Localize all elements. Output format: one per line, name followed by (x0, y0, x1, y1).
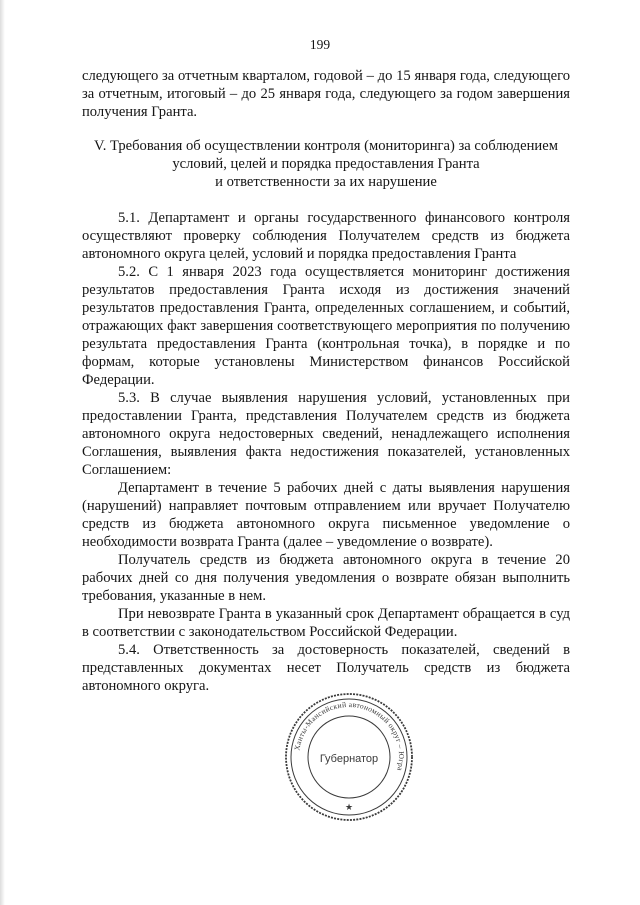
seal-graphic (282, 690, 416, 824)
paragraph-5-1: 5.1. Департамент и органы государственного финансового контроля осуществляют проверку соблюдения Получателем средств из бюджета автономного округа целей, условий и порядка предоставления Гранта (82, 210, 570, 262)
paragraph-5-3-notice: Департамент в течение 5 рабочих дней с даты выявления нарушения (нарушений) направляет почтовым отправлением или вручает Получателю средств из бюджета автономного округа письменное уведомление о необходимости возврата Гранта (далее – уведомление о возврате). (82, 480, 570, 550)
seal-center-text: Губернатор (319, 753, 379, 765)
intro-paragraph-block (82, 67, 570, 121)
section-body (82, 209, 570, 695)
paragraph-5-3-refund: Получатель средств из бюджета автономного округа в течение 20 рабочих дней со дня получения уведомления о возврате обязан выполнить требования, указанные в нем. (82, 552, 570, 604)
page-edge-shadow (0, 0, 5, 905)
page-number: 199 (309, 37, 331, 52)
paragraph-5-4: 5.4. Ответственность за достоверность показателей, сведений в представленных документах несет Получатель средств из бюджета автономного округа. (82, 642, 570, 694)
paragraph-5-3: 5.3. В случае выявления нарушения условий, установленных при предоставлении Гранта, представления Получателем средств из бюджета автономного округа недостоверных сведений, ненадлежащего исполнения Соглашения, выявления факта недостижения показателей, установленных Соглашением: (82, 390, 570, 478)
paragraph-5-3-court: При невозврате Гранта в указанный срок Департамент обращается в суд в соответствии с законодательством Российской Федерации. (82, 606, 570, 640)
section-heading-line-1: V. Требования об осуществлении контроля (мониторинга) за соблюдением (94, 138, 558, 154)
seal-ring-text: Ханты-Мансийский автономный округ – Югра (292, 699, 407, 773)
section-heading (82, 137, 570, 191)
intro-paragraph: следующего за отчетным кварталом, годовой – до 15 января года, следующего за отчетным, итоговый – до 25 января года, следующего за годом завершения получения Гранта. (82, 68, 570, 120)
section-heading-line-3: и ответственности за их нарушение (215, 174, 437, 190)
seal-stamp-icon (282, 690, 416, 824)
section-heading-line-2: условий, целей и порядка предоставления Гранта (172, 156, 480, 172)
paragraph-5-2: 5.2. С 1 января 2023 года осуществляется мониторинг достижения результатов предоставления Гранта исходя из достижения значений результатов предоставления Гранта, определенных соглашением, и событий, отражающих факт завершения соответствующего мероприятия по получению результата предоставления Гранта (контрольная точка), в порядке и по формам, которые установлены Министерством финансов Российской Федерации. (82, 264, 570, 388)
seal-star-icon: ★ (344, 803, 354, 813)
